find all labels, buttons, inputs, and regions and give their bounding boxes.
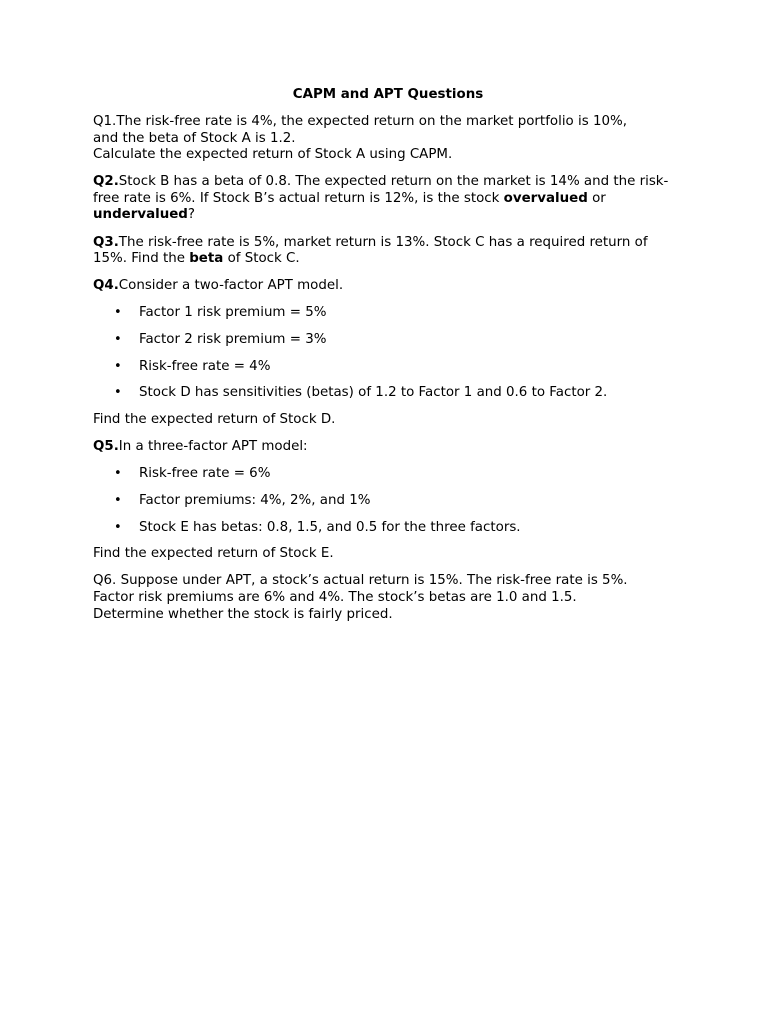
q2-label: Q2. xyxy=(93,174,119,190)
question-6 xyxy=(93,573,683,623)
list-item xyxy=(93,385,683,402)
document-page xyxy=(93,85,683,634)
q3-text-1: The risk-free rate is 5%, market return is 13%. Stock C has a required return of 15%. Find the xyxy=(93,234,648,267)
q3-text-2: of Stock C. xyxy=(223,251,300,267)
q5-bullet-text: Risk-free rate = 6% xyxy=(139,466,271,482)
question-5 xyxy=(93,439,683,456)
bullet-icon: • xyxy=(114,519,122,535)
bullet-icon: • xyxy=(114,358,122,374)
list-item xyxy=(93,493,683,510)
q1-line-1: Q1.The risk-free rate is 4%, the expected return on the market portfolio is 10%, xyxy=(93,114,627,129)
question-3 xyxy=(93,235,683,268)
question-4 xyxy=(93,278,683,295)
list-item xyxy=(93,520,683,537)
q1-line-2: and the beta of Stock A is 1.2. xyxy=(93,130,296,146)
question-2 xyxy=(93,174,683,224)
q4-bullet-text: Factor 1 risk premium = 5% xyxy=(139,305,327,321)
q2-bold-undervalued: undervalued xyxy=(93,207,188,223)
q4-intro: Consider a two-factor APT model. xyxy=(118,278,344,294)
q4-label: Q4. xyxy=(93,278,119,294)
q4-bullet-text: Factor 2 risk premium = 3% xyxy=(139,332,327,348)
q1-line-3: Calculate the expected return of Stock A using CAPM. xyxy=(93,147,453,163)
q5-bullet-text: Factor premiums: 4%, 2%, and 1% xyxy=(139,492,371,508)
list-item xyxy=(93,466,683,483)
list-item xyxy=(93,332,683,349)
q4-bullet-list xyxy=(93,305,683,402)
bullet-icon: • xyxy=(114,492,122,508)
q5-label: Q5. xyxy=(93,439,119,455)
q6-line-1: Q6. Suppose under APT, a stock’s actual return is 15%. The risk-free rate is 5%. xyxy=(93,573,628,589)
q5-intro: In a three-factor APT model: xyxy=(118,439,308,455)
list-item xyxy=(93,359,683,376)
q6-line-3: Determine whether the stock is fairly priced. xyxy=(93,606,393,622)
bullet-icon: • xyxy=(114,332,122,348)
q2-text-1: Stock B has a beta of 0.8. The expected return on the market is 14% and the risk-free rate is 6%. If Stock B’s actual return is 12%, is the stock xyxy=(93,174,669,206)
q5-bullet-text: Stock E has betas: 0.8, 1.5, and 0.5 for the three factors. xyxy=(139,519,521,535)
bullet-icon: • xyxy=(114,305,122,321)
q6-line-2: Factor risk premiums are 6% and 4%. The stock’s betas are 1.0 and 1.5. xyxy=(93,590,577,606)
q2-text-3: ? xyxy=(187,207,196,223)
q2-bold-overvalued: overvalued xyxy=(503,190,588,206)
bullet-icon: • xyxy=(114,466,122,482)
q5-ask: Find the expected return of Stock E. xyxy=(93,546,334,562)
question-1 xyxy=(93,114,683,164)
q4-bullet-text: Risk-free rate = 4% xyxy=(139,358,271,374)
q5-bullet-list xyxy=(93,466,683,536)
q4-ask: Find the expected return of Stock D. xyxy=(93,412,336,428)
bullet-icon: • xyxy=(114,385,122,401)
q2-text-2: or xyxy=(587,190,606,206)
q4-bullet-text: Stock D has sensitivities (betas) of 1.2 to Factor 1 and 0.6 to Factor 2. xyxy=(139,385,608,401)
q3-label: Q3. xyxy=(93,234,119,250)
list-item xyxy=(93,305,683,322)
q3-bold-beta: beta xyxy=(189,251,224,267)
page-title: CAPM and APT Questions xyxy=(292,87,484,102)
